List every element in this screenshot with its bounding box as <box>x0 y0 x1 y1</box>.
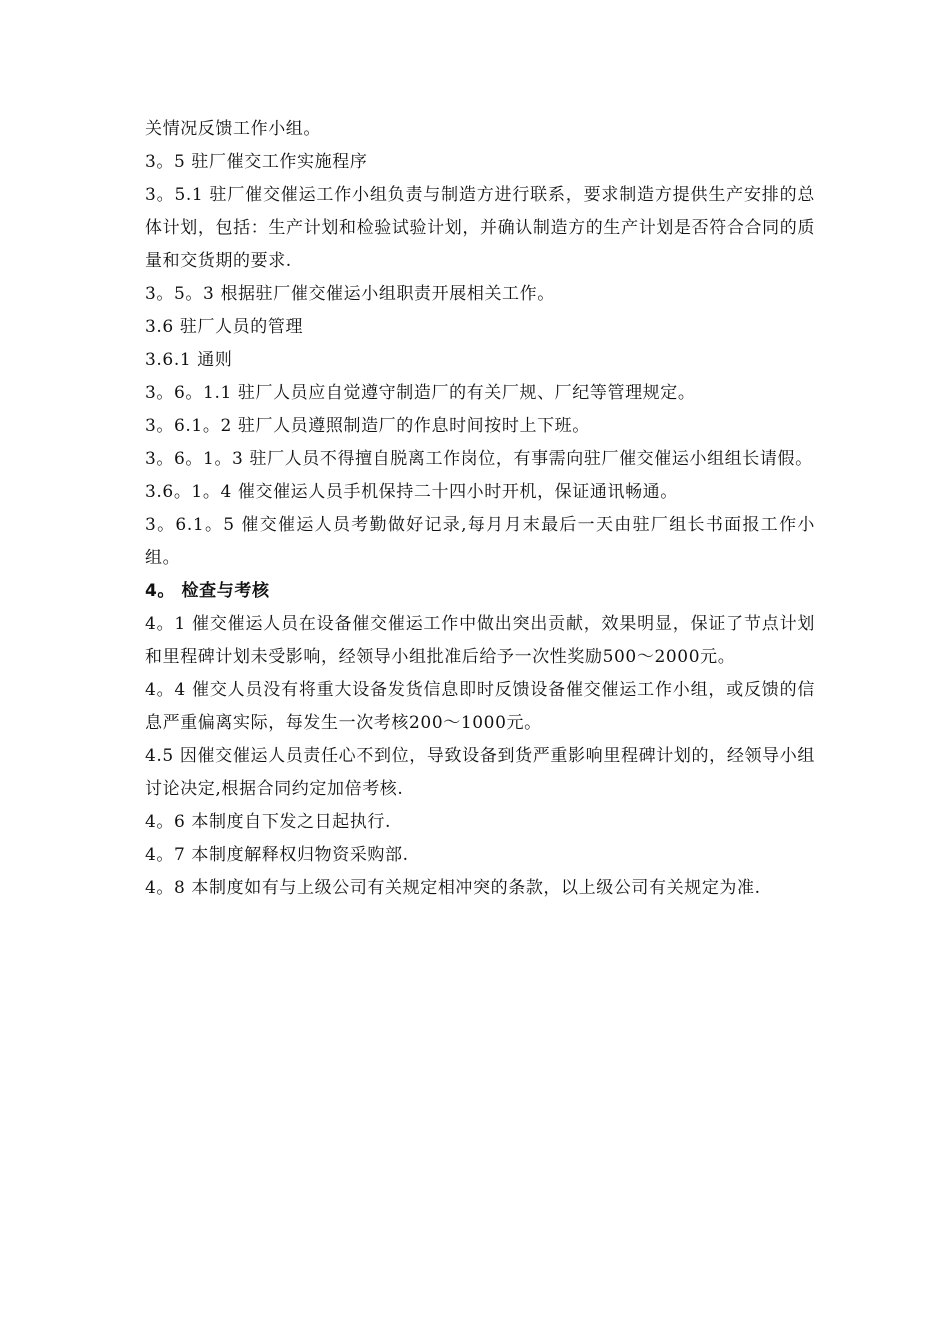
paragraph-feedback-continuation: 关情况反馈工作小组。 <box>145 119 321 139</box>
paragraph-3-6-1-2: 3。6.1。2 驻厂人员遵照制造厂的作息时间按时上下班。 <box>145 416 590 436</box>
paragraph-4-4: 4。4 催交人员没有将重大设备发货信息即时反馈设备催交催运工作小组，或反馈的信息严重偏离实际，每发生一次考核200～1000元。 <box>145 680 815 733</box>
document-page <box>145 113 815 905</box>
section-3-6-title: 3.6 驻厂人员的管理 <box>145 317 304 337</box>
paragraph-3-6-1-5: 3。6.1。5 催交催运人员考勤做好记录,每月月末最后一天由驻厂组长书面报工作小组。 <box>145 515 815 568</box>
paragraph-4-6: 4。6 本制度自下发之日起执行. <box>145 812 392 832</box>
paragraph-4-8: 4。8 本制度如有与上级公司有关规定相冲突的条款，以上级公司有关规定为准. <box>145 878 761 898</box>
paragraph-4-5: 4.5 因催交催运人员责任心不到位，导致设备到货严重影响里程碑计划的，经领导小组讨论决定,根据合同约定加倍考核. <box>145 746 815 799</box>
paragraph-3-6-1-3: 3。6。1。3 驻厂人员不得擅自脱离工作岗位，有事需向驻厂催交催运小组组长请假。 <box>145 449 813 469</box>
section-4-heading: 4。 检查与考核 <box>145 581 270 601</box>
paragraph-3-5-3: 3。5。3 根据驻厂催交催运小组职责开展相关工作。 <box>145 284 555 304</box>
section-3-5-title: 3。5 驻厂催交工作实施程序 <box>145 152 368 172</box>
paragraph-3-6-1-1: 3。6。1.1 驻厂人员应自觉遵守制造厂的有关厂规、厂纪等管理规定。 <box>145 383 696 403</box>
paragraph-3-6-1-4: 3.6。1。4 催交催运人员手机保持二十四小时开机，保证通讯畅通。 <box>145 482 678 502</box>
section-3-6-1-title: 3.6.1 通则 <box>145 350 233 370</box>
paragraph-4-7: 4。7 本制度解释权归物资采购部. <box>145 845 409 865</box>
paragraph-4-1: 4。1 催交催运人员在设备催交催运工作中做出突出贡献，效果明显，保证了节点计划和里程碑计划未受影响，经领导小组批准后给予一次性奖励500～2000元。 <box>145 614 815 667</box>
paragraph-3-5-1: 3。5.1 驻厂催交催运工作小组负责与制造方进行联系，要求制造方提供生产安排的总体计划，包括：生产计划和检验试验计划，并确认制造方的生产计划是否符合合同的质量和交货期的要求. <box>145 185 815 271</box>
